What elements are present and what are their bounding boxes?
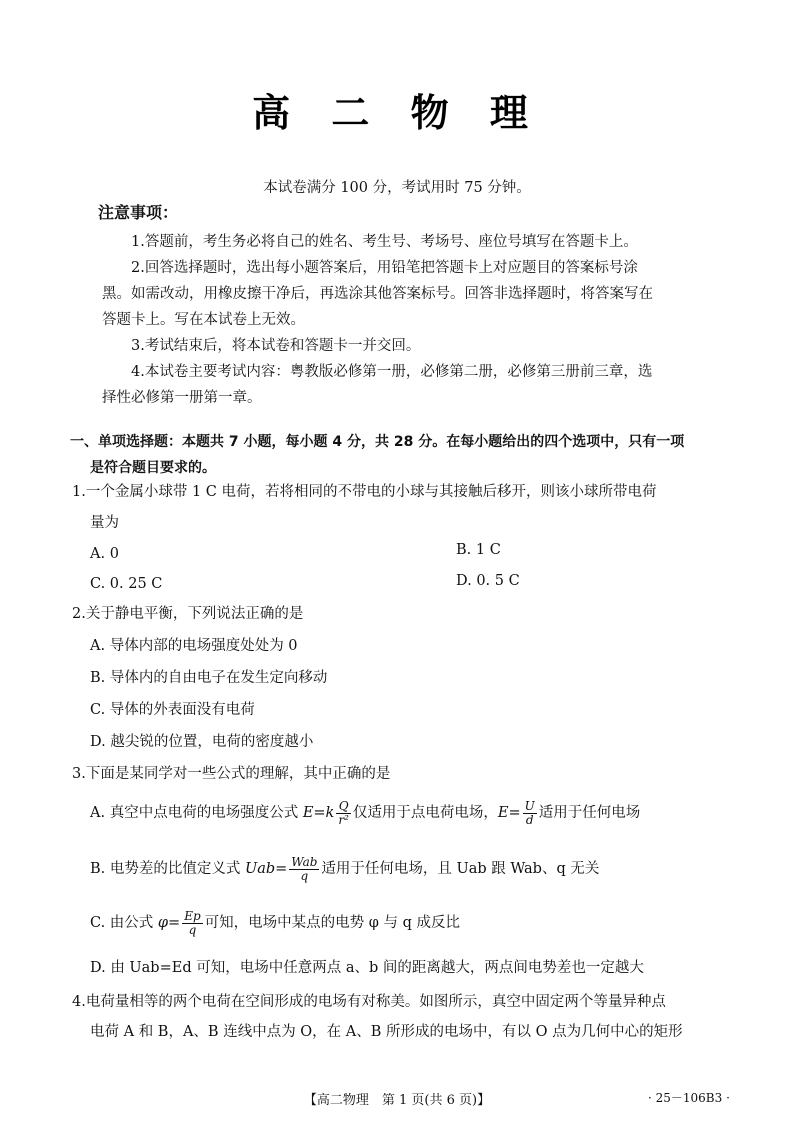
question-1-stem-line-1: 1.一个金属小球带 1 C 电荷，若将相同的不带电的小球与其接触后移开，则该小球所带电荷	[72, 484, 657, 500]
fraction-denominator: r²	[338, 812, 349, 827]
fraction-denominator: q	[188, 922, 197, 937]
notice-item-2-line-1: 2.回答选择题时，选出每小题答案后，用铅笔把答题卡上对应题目的答案标号涂	[131, 260, 638, 276]
question-2-option-b: B. 导体内的自由电子在发生定向移动	[90, 670, 328, 686]
option-a-suffix: 适用于任何电场	[538, 805, 641, 821]
formula-e-k: E=k	[302, 805, 335, 821]
question-1-option-a: A. 0	[90, 546, 119, 562]
question-3-option-b	[90, 852, 599, 886]
question-1-option-b: B. 1 C	[456, 542, 501, 558]
question-2-stem: 2.关于静电平衡，下列说法正确的是	[72, 606, 304, 622]
fraction-u-over-d	[523, 800, 537, 827]
notice-heading: 注意事项：	[98, 203, 179, 222]
formula-phi: φ=	[157, 915, 181, 931]
exam-code: · 25－106B3 ·	[648, 1091, 730, 1105]
page-footer: 【高二物理 第 1 页(共 6 页)】	[303, 1093, 491, 1108]
section-heading-line-1: 一、单项选择题：本题共 7 小题，每小题 4 分，共 28 分。在每小题给出的四个选项中，只有一项	[70, 434, 685, 450]
notice-item-3: 3.考试结束后，将本试卷和答题卡一并交回。	[131, 338, 421, 354]
question-3-option-c	[90, 906, 460, 940]
option-c-prefix: C. 由公式	[90, 915, 154, 931]
fraction-q-over-r2	[336, 800, 351, 827]
option-b-suffix: 适用于任何电场，且 Uab 跟 Wab、q 无关	[321, 861, 600, 877]
fraction-denominator: q	[300, 868, 309, 883]
fraction-numerator: Q	[336, 800, 351, 814]
notice-item-4-line-2: 择性必修第一册第一章。	[102, 390, 262, 406]
option-a-middle: 仅适用于点电荷电场，	[352, 805, 498, 821]
notice-item-1: 1.答题前，考生务必将自己的姓名、考生号、考场号、座位号填写在答题卡上。	[131, 234, 638, 250]
question-1-option-c: C. 0. 25 C	[90, 576, 163, 592]
question-4-stem-line-2: 电荷 A 和 B，A、B 连线中点为 O，在 A、B 所形成的电场中，有以 O 点为几何中心的矩形	[90, 1024, 683, 1040]
fraction-ep-over-q	[182, 910, 202, 937]
option-c-suffix: 可知，电场中某点的电势 φ 与 q 成反比	[204, 915, 461, 931]
notice-item-4-line-1: 4.本试卷主要考试内容：粤教版必修第一册，必修第二册，必修第三册前三章，选	[131, 364, 653, 380]
option-a-prefix: A. 真空中点电荷的电场强度公式	[90, 805, 299, 821]
question-3-option-a	[90, 796, 640, 830]
question-1-option-d: D. 0. 5 C	[456, 573, 520, 589]
question-3-option-d: D. 由 Uab=Ed 可知，电场中任意两点 a、b 间的距离越大，两点间电势差也一定越大	[90, 960, 644, 976]
page-title: 高 二 物 理	[252, 91, 542, 135]
notice-item-2-line-3: 答题卡上。写在本试卷上无效。	[102, 312, 305, 328]
fraction-numerator: Wab	[291, 854, 318, 869]
notice-item-2-line-2: 黑。如需改动，用橡皮擦干净后，再选涂其他答案标号。回答非选择题时，将答案写在	[102, 286, 653, 302]
question-2-option-a: A. 导体内部的电场强度处处为 0	[90, 638, 298, 654]
formula-e: E=	[497, 805, 521, 821]
question-1-stem-line-2: 量为	[90, 515, 119, 531]
fraction-denominator: d	[525, 812, 534, 827]
question-2-option-c: C. 导体的外表面没有电荷	[90, 702, 255, 718]
fraction-numerator: Ep	[184, 908, 201, 923]
question-4-stem-line-1: 4.电荷量相等的两个电荷在空间形成的电场有对称美。如图所示，真空中固定两个等量异种点	[72, 994, 666, 1010]
fraction-wab-over-q	[289, 856, 319, 883]
question-3-stem: 3.下面是某同学对一些公式的理解，其中正确的是	[72, 766, 391, 782]
formula-uab: Uab=	[244, 861, 288, 877]
option-b-prefix: B. 电势差的比值定义式	[90, 861, 241, 877]
question-2-option-d: D. 越尖锐的位置，电荷的密度越小	[90, 734, 314, 750]
section-heading-line-2: 是符合题目要求的。	[90, 460, 216, 476]
fraction-numerator: U	[524, 798, 535, 813]
exam-info: 本试卷满分 100 分，考试用时 75 分钟。	[263, 180, 531, 196]
